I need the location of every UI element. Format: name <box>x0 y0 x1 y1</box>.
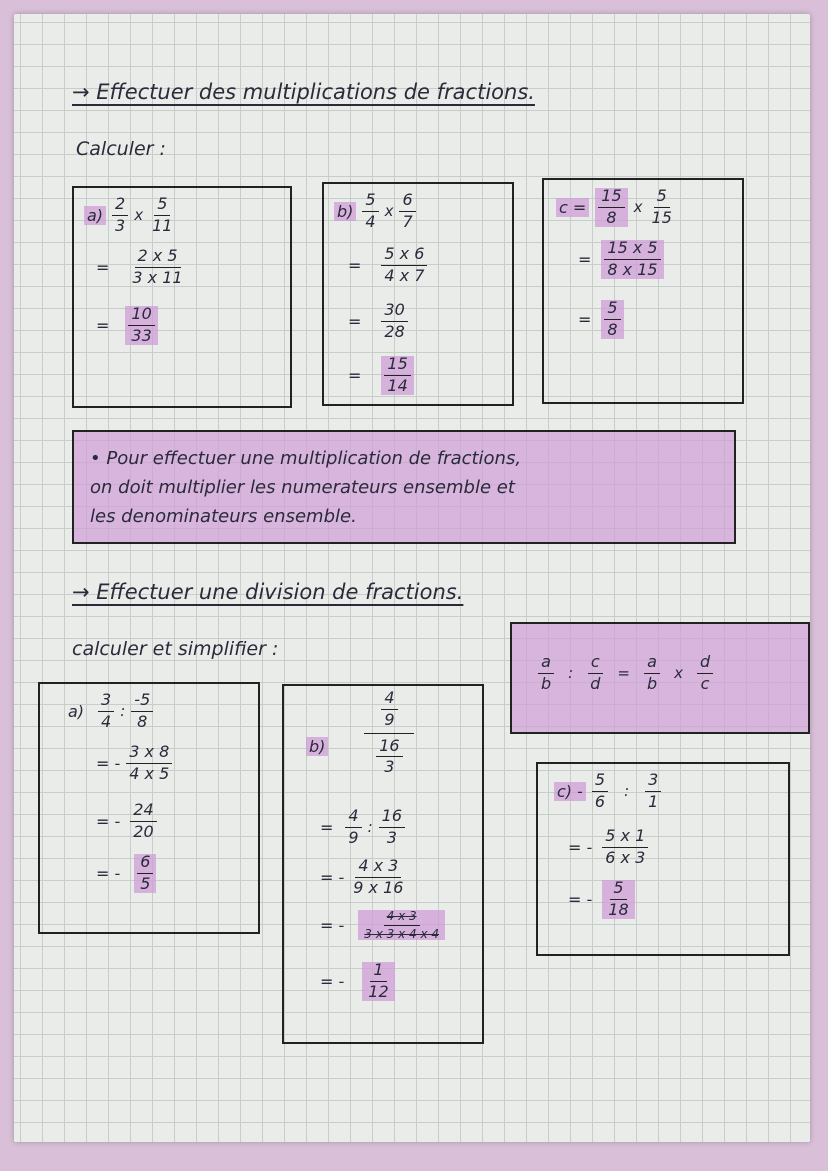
step: = $\frac{5}{8}$ <box>578 300 624 339</box>
division-a-box <box>38 682 260 934</box>
rule-line: • Pour effectuer une multiplication de fractions, <box>90 448 522 469</box>
division-c-statement: c) - $\frac{5}{6}$ : $\frac{3}{1}$ <box>554 772 661 811</box>
exercise-tag: a) <box>84 206 106 225</box>
rule-box <box>72 430 736 544</box>
step: = - $\frac{5 x 1}{6 x 3}$ <box>568 828 648 867</box>
step: = $\frac{2 x 5}{3 x 11}$ <box>96 246 183 287</box>
exercise-a-box <box>72 186 292 408</box>
exercise-b-statement: b) $\frac{5}{4}$ x $\frac{6}{7}$ <box>334 192 416 231</box>
exercise-a-statement <box>84 196 175 235</box>
step: = - $\frac{1}{12}$ <box>320 962 395 1001</box>
step: = - $\frac{4 x 3}{3 x 3 x 4 x 4}$ <box>320 910 445 940</box>
rule-line: les denominateurs ensemble. <box>90 506 357 527</box>
step: = $\frac{10}{33}$ <box>96 306 158 345</box>
operator: x <box>134 206 144 225</box>
step: = $\frac{30}{28}$ <box>348 302 408 341</box>
section1-title: → Effectuer des multiplications de fractions. <box>72 80 535 104</box>
exercise-c-statement: c = $\frac{15}{8}$ x $\frac{5}{15}$ <box>556 188 675 227</box>
notebook-page <box>14 14 810 1142</box>
step: = - $\frac{6}{5}$ <box>96 854 156 893</box>
step: = $\frac{15 x 5}{8 x 15}$ <box>578 240 664 279</box>
fraction: $\frac{5}{11}$ <box>152 194 173 235</box>
section2-label: calculer et simplifier : <box>72 638 279 660</box>
division-b-statement: b) $\frac{\frac{4}{9}}{\frac{16}{3}}$ <box>306 690 414 776</box>
step: = $\frac{15}{14}$ <box>348 356 414 395</box>
division-b-box <box>282 684 484 1044</box>
division-c-box <box>536 762 790 956</box>
division-a-statement: a) $\frac{3}{4}$ : $\frac{-5}{8}$ <box>68 692 153 731</box>
division-formula: $\frac{a}{b}$ : $\frac{c}{d}$ = $\frac{a}{b}$ x $\frac{d}{c}$ <box>538 654 713 693</box>
exercise-c-box <box>542 178 744 404</box>
step: = $\frac{4}{9}$ : $\frac{16}{3}$ <box>320 808 405 847</box>
step: = - $\frac{3 x 8}{4 x 5}$ <box>96 744 172 783</box>
fraction: $\frac{2}{3}$ <box>112 196 128 235</box>
step: = - $\frac{4 x 3}{9 x 16}$ <box>320 856 404 897</box>
step: = - $\frac{24}{20}$ <box>96 802 157 841</box>
section1-label: Calculer : <box>76 138 166 160</box>
division-formula-box <box>510 622 810 734</box>
step: = - $\frac{5}{18}$ <box>568 880 635 919</box>
rule-line: on doit multiplier les numerateurs ensemble et <box>90 477 515 498</box>
section2-title: → Effectuer une division de fractions. <box>72 580 464 604</box>
step: = $\frac{5 x 6}{4 x 7}$ <box>348 246 427 285</box>
exercise-b-box <box>322 182 514 406</box>
